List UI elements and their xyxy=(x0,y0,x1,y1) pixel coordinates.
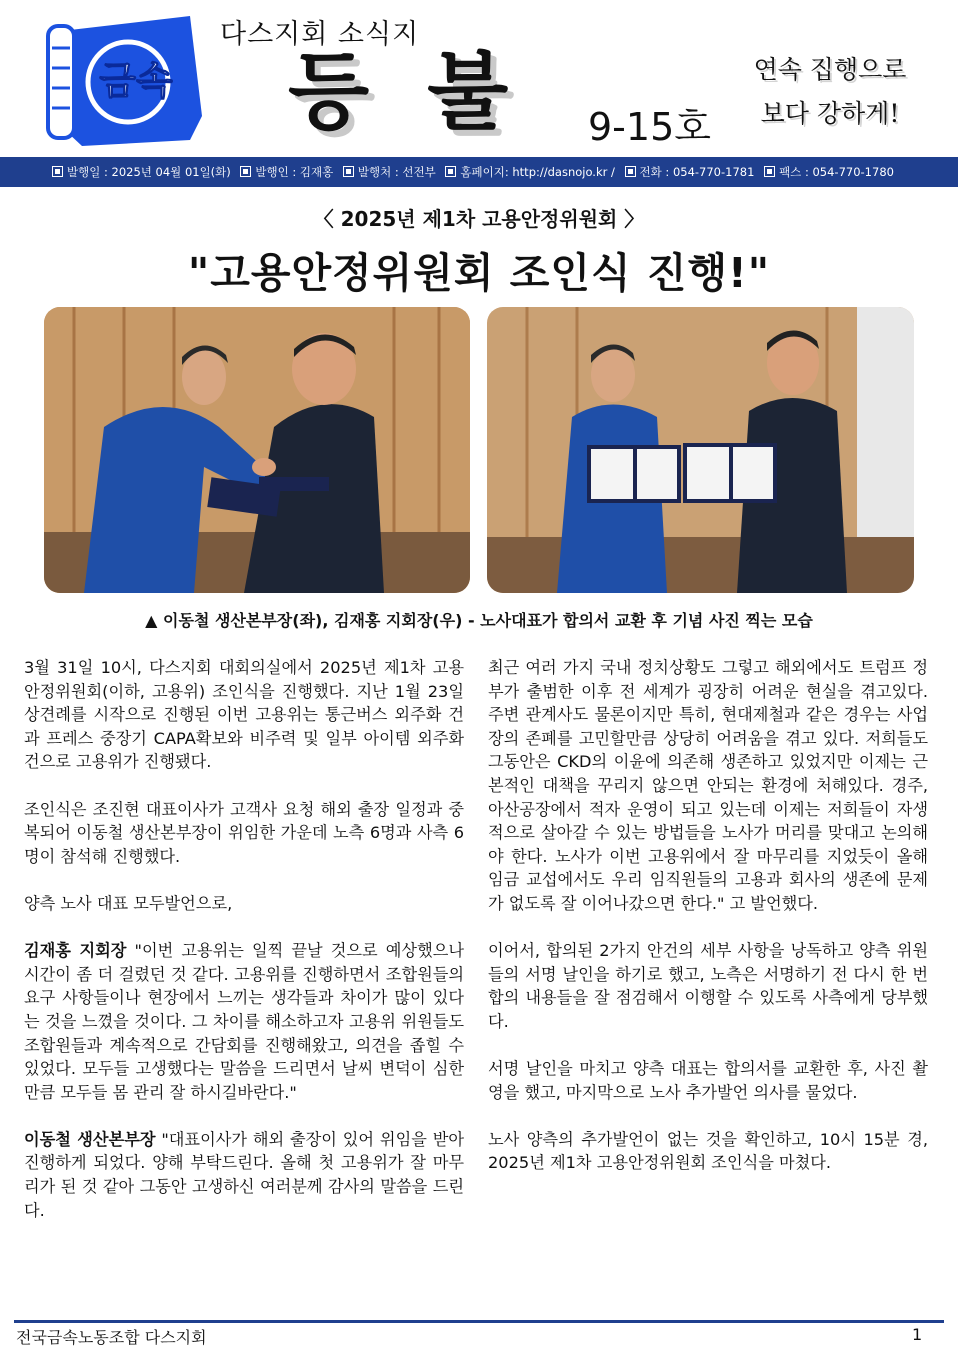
paragraph: 조인식은 조진현 대표이사가 고객사 요청 해외 출장 일정과 중복되어 이동철 생산본부장이 위임한 가운데 노측 6명과 사측 6명이 참석해 진행했다. xyxy=(24,799,464,866)
footer-org-name: 전국금속노동조합 다스지회 xyxy=(16,1328,207,1347)
square-bullet-icon xyxy=(445,166,456,177)
photo-handshake xyxy=(44,307,470,593)
square-bullet-icon xyxy=(240,166,251,177)
paragraph: 노사 양측의 추가발언이 없는 것을 확인하고, 10시 15분 경, 2025년 제1차 고용안정위원회 조인식을 마쳤다. xyxy=(488,1129,928,1173)
slogan-line-2: 보다 강하게! xyxy=(760,99,900,128)
issue-number: 9-15호 xyxy=(588,105,711,149)
speaker-name: 김재홍 지회장 xyxy=(24,941,127,961)
square-bullet-icon xyxy=(764,166,775,177)
info-item: 발행일 : 2025년 04월 01일(화) xyxy=(52,165,231,179)
article-subhead: 〈 2025년 제1차 고용안정위원회 〉 xyxy=(313,207,645,231)
paragraph: 이어서, 합의된 2가지 안건의 세부 사항을 낭독하고 양측 위원들의 서명 날인을 하기로 했고, 노측은 서명하기 전 다시 한 번 합의 내용들을 잘 점검해서 이행할 수 있도록 사측에게 당부했다. xyxy=(488,941,928,1031)
photo-agreement-exchange xyxy=(487,307,914,593)
footer-divider xyxy=(14,1320,944,1323)
slogan xyxy=(730,48,930,136)
info-item: 팩스 : 054-770-1780 xyxy=(764,165,894,179)
square-bullet-icon xyxy=(625,166,636,177)
square-bullet-icon xyxy=(343,166,354,177)
logo-text: 금속 xyxy=(99,59,173,103)
article-headline: "고용안정위원회 조인식 진행!" xyxy=(187,249,771,297)
publication-info-bar xyxy=(0,157,958,187)
paragraph: 서명 날인을 마치고 양측 대표는 합의서를 교환한 후, 사진 촬영을 했고, 마지막으로 노사 추가발언 의사를 물었다. xyxy=(488,1059,928,1102)
slogan-line-1: 연속 집행으로 xyxy=(753,55,907,84)
paragraph: 최근 여러 가지 국내 정치상황도 그렇고 해외에서도 트럼프 정부가 출범한 이후 전 세계가 굉장히 어려운 현실을 겪고있다. 주변 관계사도 물론이지만 특히, 현대제철과 같은 경우는 사업장의 존폐를 고민할만큼 상당히 어려움을 겪고 있다. 저희들도 그동안은 CKD의 이윤에 의존해 생존하고 있었지만 이제는 근본적인 대책을 꾸리지 않으면 안되는 환경에 처해있다. 경주, 아산공장에서 적자 운영이 되고 있는데 이제는 저희들이 자생적으로 살아갈 수 있는 방법들을 노사가 머리를 맞대고 논의해야 한다. 노사가 이번 고용위에서 잘 마무리를 지었듯이 올해 임금 교섭에서도 우리 임직원들의 고용과 회사의 생존에 문제가 없도록 잘 이어나갔으면 한다." 고 발언했다. xyxy=(488,658,928,913)
paragraph-quote: 이동철 생산본부장 "대표이사가 해외 출장이 있어 위임을 받아 진행하게 되었다. 양해 부탁드린다. 올해 첫 고용위가 잘 마무리가 된 것 같아 그동안 고생하신 여러분께 감사의 말씀을 드린다. xyxy=(24,1129,464,1220)
paragraph: 3월 31일 10시, 다스지회 대회의실에서 2025년 제1차 고용안정위원회(이하, 고용위) 조인식을 진행했다. 지난 1월 23일 상견례를 시작으로 진행된 이번 고용위는 통근버스 외주화 건과 프레스 중장기 CAPA확보와 비주력 및 일부 아이템 외주화 건으로 고용위가 진행됐다. xyxy=(24,658,464,772)
paragraph: 양측 노사 대표 모두발언으로, xyxy=(24,893,233,913)
speaker-name: 이동철 생산본부장 xyxy=(24,1129,156,1149)
paper-name: 등불 xyxy=(288,43,567,141)
square-bullet-icon xyxy=(52,166,63,177)
org-title: 다스지회 소식지 xyxy=(220,19,420,50)
photo-caption: ▲ 이동철 생산본부장(좌), 김재홍 지회장(우) - 노사대표가 합의서 교환 후 기념 사진 찍는 모습 xyxy=(145,611,813,630)
article-column-right xyxy=(488,656,928,1199)
info-item: 전화 : 054-770-1781 xyxy=(625,165,755,179)
info-item-homepage[interactable]: 홈페이지: http://dasnojo.kr / xyxy=(445,165,614,179)
article-column-left xyxy=(24,656,464,1246)
union-logo xyxy=(40,8,210,158)
info-item: 발행처 : 선전부 xyxy=(343,165,436,179)
paragraph-quote: 김재홍 지회장 "이번 고용위는 일찍 끝날 것으로 예상했으나 시간이 좀 더 걸렸던 것 같다. 고용위를 진행하면서 조합원들의 요구 사항들이나 현장에서 느끼는 생각들과 차이가 많이 있다는 것을 느꼈을 것이다. 그 차이를 해소하고자 고용위 위원들도 조합원들과 계속적으로 간담회를 진행해왔고, 의견을 좁힐 수 있었다. 모두들 고생했다는 말씀을 드리면서 날씨 변덕이 심한 만큼 모두들 몸 관리 잘 하시길바란다." xyxy=(24,941,464,1102)
page-number: 1 xyxy=(912,1325,923,1344)
info-item: 발행인 : 김재홍 xyxy=(240,165,333,179)
